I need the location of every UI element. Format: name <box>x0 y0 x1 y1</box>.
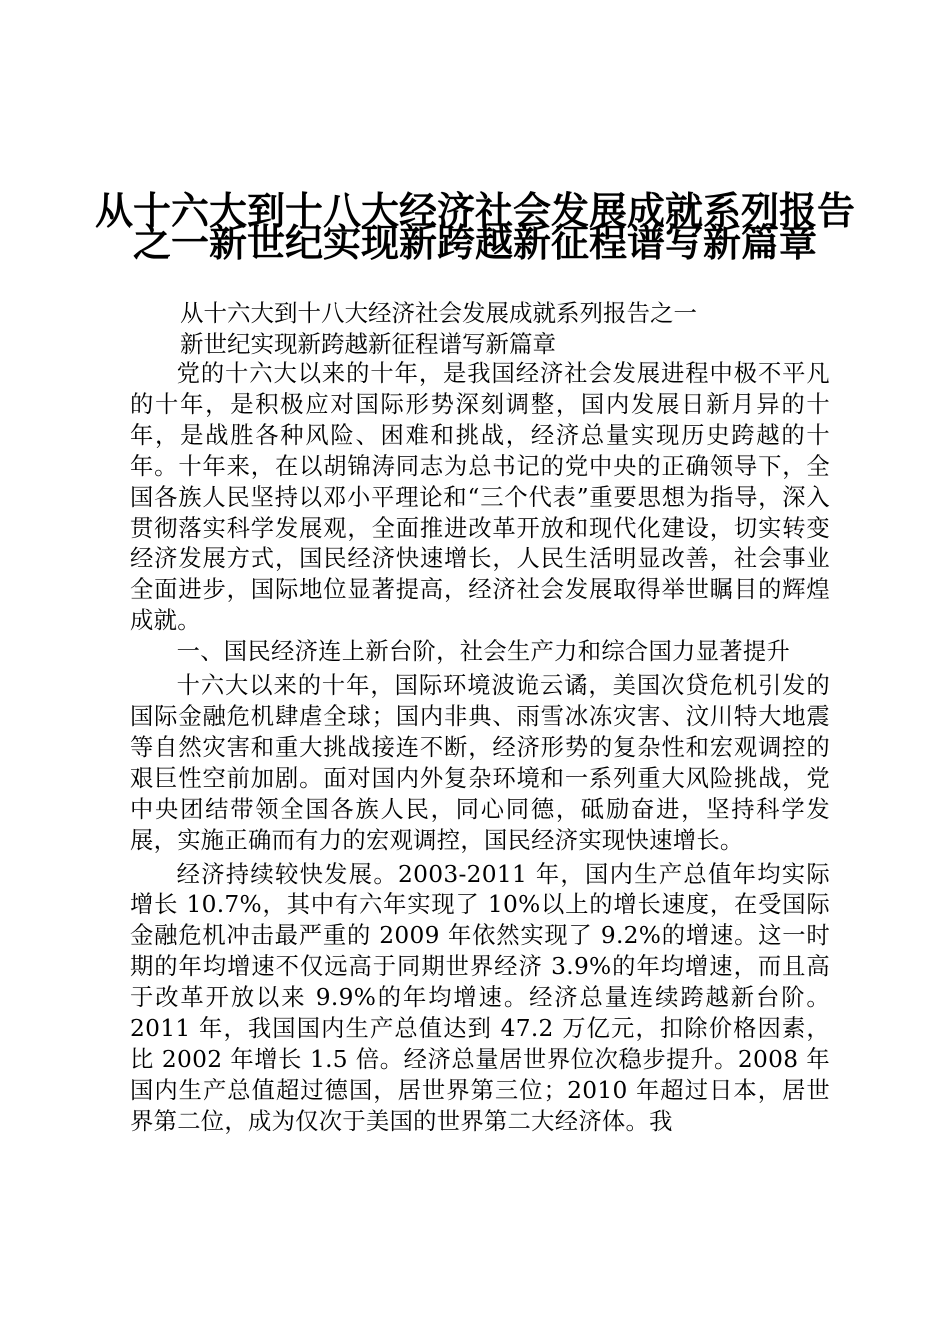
document-title-line2: 之一新世纪实现新跨越新征程谱写新篇章 <box>132 221 817 265</box>
paragraph-growth: 经济持续较快发展。2003-2011 年，国内生产总值年均实际增长 10.7%，其中有六年实现了 10%以上的增长速度，在受国际金融危机冲击最严重的 2009 年依然实现了 9.2%的增速。这一时期的年均增速不仅远高于同期世界经济 3.9%的年均增速，而且高于改革开放以来 9.9%的年均增速。经济总量连续跨越新台阶。2011 年，我国国内生产总值达到 47.2 万亿元，扣除价格因素，比 2002 年增长 1.5 倍。经济总量居世界位次稳步提升。2008 年国内生产总值超过德国，居世界第三位；2010 年超过日本，居世界第二位，成为仅次于美国的世界第二大经济体。我 <box>130 860 830 1135</box>
section-heading: 一、国民经济连上新台阶，社会生产力和综合国力显著提升 <box>176 638 791 666</box>
body-text <box>130 359 830 1138</box>
paragraph-context: 十六大以来的十年，国际环境波诡云谲，美国次贷危机引发的国际金融危机肆虐全球；国内非典、雨雪冰冻灾害、汶川特大地震等自然灾害和重大挑战接连不断，经济形势的复杂性和宏观调控的艰巨性空前加剧。面对国内外复杂环境和一系列重大风险挑战，党中央团结带领全国各族人民，同心同德，砥励奋进，坚持科学发展，实施正确而有力的宏观调控，国民经济实现快速增长。 <box>130 672 830 854</box>
subtitle-line2: 新世纪实现新跨越新征程谱写新篇章 <box>180 330 556 358</box>
document-title-line1: 从十六大到十八大经济社会发展成就系列报告 <box>94 189 855 233</box>
paragraph-intro: 党的十六大以来的十年，是我国经济社会发展进程中极不平凡的十年，是积极应对国际形势深刻调整，国内发展日新月异的十年，是战胜各种风险、困难和挑战，经济总量实现历史跨越的十年。十年来，在以胡锦涛同志为总书记的党中央的正确领导下，全国各族人民坚持以邓小平理论和“三个代表”重要思想为指导，深入贯彻落实科学发展观，全面推进改革开放和现代化建设，切实转变经济发展方式，国民经济快速增长，人民生活明显改善，社会事业全面进步，国际地位显著提高，经济社会发展取得举世瞩目的辉煌成就。 <box>130 360 830 635</box>
subtitle-line1: 从十六大到十八大经济社会发展成就系列报告之一 <box>180 299 697 327</box>
